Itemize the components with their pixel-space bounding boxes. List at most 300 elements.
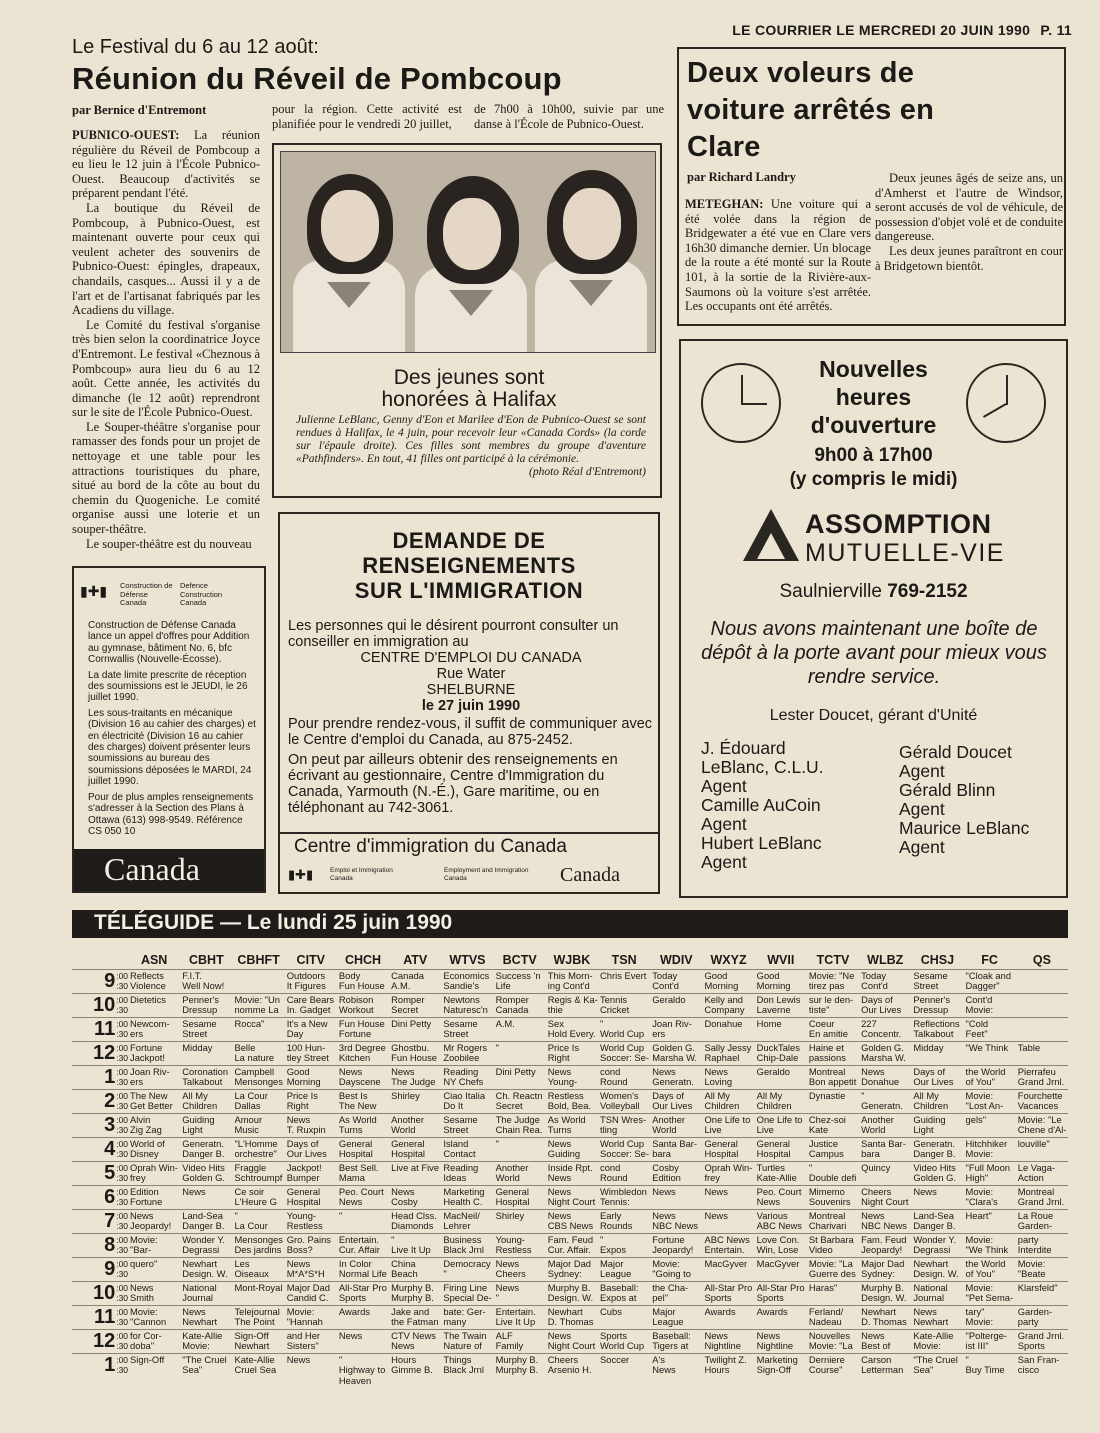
program-cell	[1016, 1066, 1068, 1090]
program-title: "	[495, 1042, 499, 1053]
program-title: Interdite	[1017, 1244, 1052, 1256]
program-title: A.M.	[495, 1018, 515, 1029]
program-cell	[755, 994, 807, 1018]
program-cell	[1016, 1018, 1068, 1042]
program-title: Sesame	[182, 1018, 217, 1029]
program-title: Hospital	[704, 1148, 739, 1160]
time-slot-row	[72, 1018, 1068, 1042]
program-cell	[1016, 1114, 1068, 1138]
program-cell	[441, 1210, 493, 1234]
program-cell	[859, 1330, 911, 1354]
program-cell	[180, 1330, 232, 1354]
program-cell	[546, 1090, 598, 1114]
program-cell	[337, 1042, 389, 1066]
program-title: One Life to	[756, 1114, 803, 1125]
agent-right-line: Gérald Blinn	[899, 780, 996, 800]
hour-number: 10	[92, 994, 116, 1016]
program-title: ist III"	[965, 1340, 989, 1352]
program-title: La Cour	[234, 1090, 268, 1101]
program-title: Movie:	[182, 1340, 210, 1352]
program-title: Another	[652, 1114, 686, 1125]
hour-label	[72, 994, 128, 1018]
program-title: Haine et	[808, 1042, 844, 1053]
program-title: Round	[600, 1172, 628, 1184]
program-title: D. Thomas	[861, 1316, 907, 1328]
program-title: World	[861, 1124, 886, 1136]
program-title: ers	[130, 1028, 144, 1040]
channel-header: WLBZ	[867, 953, 904, 967]
program-cell	[180, 1138, 232, 1162]
program-title: Santa Bar-	[861, 1138, 906, 1149]
program-title: Mimemo	[808, 1186, 845, 1197]
program-title: Romper	[391, 994, 425, 1005]
hour-number: 4	[104, 1138, 116, 1160]
program-cell	[337, 1258, 389, 1282]
program-title: Soccer: Se-	[600, 1052, 649, 1064]
program-title: Sisters"	[286, 1340, 319, 1352]
program-title: Health C.	[443, 1196, 483, 1208]
program-cell	[232, 1234, 284, 1258]
program-title: bara	[861, 1148, 880, 1160]
program-title: Love Con.	[756, 1234, 800, 1245]
immigration-title-1: DEMANDE DE	[392, 528, 546, 553]
program-title: All-Star Pro	[756, 1282, 805, 1293]
program-title: Chez-soi	[808, 1114, 846, 1125]
program-cell	[598, 1282, 650, 1306]
program-cell	[232, 1330, 284, 1354]
program-title: La Cour	[234, 1220, 268, 1232]
program-title: General	[756, 1138, 791, 1149]
program-cell	[964, 1354, 1016, 1387]
program-title: 227	[861, 1018, 877, 1029]
program-cell	[128, 994, 180, 1018]
program-title: Robison	[338, 994, 374, 1005]
program-cell	[232, 970, 284, 994]
program-title: Chip-Dale	[756, 1052, 799, 1064]
program-cell	[964, 1306, 1016, 1330]
program-title: Golden G.	[913, 1172, 957, 1184]
channel-header: CBHFT	[237, 953, 280, 967]
program-cell	[1016, 1162, 1068, 1186]
program-title: Major Dad	[547, 1258, 592, 1269]
time-slot-row	[72, 970, 1068, 994]
program-title: Care Bears	[286, 994, 335, 1005]
defence-wordmark: Canada	[104, 851, 200, 887]
program-title: Campbell	[234, 1066, 275, 1077]
program-title: Video	[808, 1244, 833, 1256]
program-title: Les	[234, 1258, 250, 1269]
program-title: General	[391, 1138, 425, 1149]
program-cell	[755, 1114, 807, 1138]
program-title: All-Star Pro	[704, 1282, 753, 1293]
program-title: Zig Zag	[130, 1124, 162, 1136]
program-title: Normal Life	[338, 1268, 387, 1280]
program-cell	[964, 1138, 1016, 1162]
half-hour-labels: :00 :30	[116, 1091, 129, 1111]
program-cell	[546, 970, 598, 994]
program-title: NBC News	[652, 1220, 699, 1232]
program-title: Guiding	[547, 1148, 581, 1160]
channel-header: WVII	[767, 953, 795, 967]
program-title: Major	[600, 1258, 624, 1269]
program-title: News	[130, 1210, 154, 1221]
program-cell	[702, 1306, 754, 1330]
reveil-paragraph-5: Le souper-théâtre est du nouveau	[86, 536, 252, 551]
program-title: Newhart	[913, 1316, 949, 1328]
program-cell	[232, 1090, 284, 1114]
program-title: Cont'd	[861, 980, 888, 992]
defence-wordmark-bar	[74, 849, 264, 891]
channel-header: WTVS	[449, 953, 486, 967]
program-title: The Twain	[443, 1330, 487, 1341]
program-cell	[807, 1234, 859, 1258]
program-cell	[337, 1210, 389, 1234]
program-title: Cubs	[600, 1306, 622, 1317]
program-cell	[702, 994, 754, 1018]
program-title: Live	[704, 1124, 722, 1136]
program-title: Mama	[338, 1172, 365, 1184]
hour-label	[72, 1306, 128, 1330]
program-cell	[285, 1138, 337, 1162]
program-title: Talkabout	[913, 1028, 954, 1040]
program-title: Murphy B.	[391, 1292, 434, 1304]
program-title: Right	[286, 1100, 309, 1112]
program-title: Gimme B.	[391, 1364, 433, 1376]
teleguide-header-row	[72, 951, 1068, 970]
program-cell	[1016, 1258, 1068, 1282]
program-title: Democracy	[443, 1258, 491, 1269]
program-title: Win, Lose	[756, 1244, 799, 1256]
assomption-hours-note: (y compris le midi)	[789, 469, 958, 490]
program-title: Klarsfeld"	[1017, 1282, 1058, 1293]
program-title: Guiding	[913, 1114, 946, 1125]
defence-org-en: Defence Construction Canada	[180, 581, 223, 607]
program-cell	[494, 1042, 546, 1066]
program-cell	[494, 1090, 546, 1114]
program-cell	[1016, 1210, 1068, 1234]
program-title: Generatn.	[913, 1138, 956, 1149]
program-cell	[964, 970, 1016, 994]
program-title: Golden G.	[652, 1042, 695, 1053]
program-title: Marketing	[756, 1354, 798, 1365]
program-title: All My	[704, 1090, 730, 1101]
program-title: World	[495, 1172, 520, 1184]
assomption-title	[781, 355, 966, 439]
program-title: Bold, Bea.	[547, 1100, 592, 1112]
program-title: News	[547, 1330, 572, 1341]
program-title: Joan Riv-	[130, 1066, 170, 1077]
program-cell	[546, 1018, 598, 1042]
program-cell	[755, 1018, 807, 1042]
program-title: Live It Up	[495, 1316, 536, 1328]
program-title: Movie:	[965, 1148, 994, 1160]
program-cell	[285, 1114, 337, 1138]
program-title: Black Jrnl	[443, 1364, 484, 1376]
program-cell	[911, 1090, 963, 1114]
program-cell	[232, 1354, 284, 1387]
program-title: Nature of	[443, 1340, 482, 1352]
program-cell	[859, 994, 911, 1018]
channel-header: ATV	[403, 953, 428, 967]
program-title: "L'Homme	[234, 1138, 278, 1149]
program-cell	[755, 1042, 807, 1066]
hour-label	[72, 1282, 128, 1306]
program-cell	[441, 1138, 493, 1162]
program-title: League	[600, 1268, 632, 1280]
program-title: Campus	[808, 1148, 844, 1160]
program-title: Buy Time	[965, 1364, 1005, 1376]
program-cell	[128, 1234, 180, 1258]
program-title: Hospital	[756, 1148, 791, 1160]
program-title: Laverne	[756, 1004, 791, 1016]
program-cell	[180, 1090, 232, 1114]
program-title: Hospital	[391, 1148, 425, 1160]
agent-right-line: Maurice LeBlanc	[899, 818, 1030, 838]
program-cell	[650, 1282, 702, 1306]
program-cell	[650, 1354, 702, 1387]
program-title: Movie:	[965, 1316, 994, 1328]
program-title: News	[130, 1282, 154, 1293]
assomption-town: Saulnierville	[779, 581, 882, 602]
half-hour-labels: :00 :30	[116, 1187, 129, 1207]
program-title: gels"	[965, 1114, 987, 1125]
program-title: Oprah Win-	[704, 1162, 753, 1173]
program-cell	[755, 1138, 807, 1162]
immigration-body	[288, 618, 654, 816]
program-title: "Polterge-	[965, 1330, 1007, 1341]
half-hour-labels: :00 :30	[116, 1331, 129, 1351]
program-title: Home	[756, 1018, 782, 1029]
program-cell	[128, 1354, 180, 1387]
program-title: Days of	[861, 994, 893, 1005]
program-title: Our Lives	[861, 1004, 902, 1016]
masthead	[732, 22, 1072, 38]
program-cell	[755, 1186, 807, 1210]
channel-header: WXYZ	[710, 953, 747, 967]
program-cell	[285, 1018, 337, 1042]
program-cell	[232, 994, 284, 1018]
assomption-logo-inner	[757, 533, 785, 559]
program-cell	[389, 1186, 441, 1210]
program-title: Contact	[443, 1148, 476, 1160]
program-title: Cheers	[547, 1354, 579, 1365]
time-slot-row	[72, 1042, 1068, 1066]
half-hour-labels: :00 :30	[116, 1139, 129, 1159]
program-title: News	[704, 1186, 728, 1197]
program-cell	[598, 1114, 650, 1138]
program-title: Street	[913, 980, 939, 992]
program-title: Sign-Off	[234, 1330, 269, 1341]
program-title: Cheers	[861, 1186, 892, 1197]
program-title: Sesame	[913, 970, 948, 981]
program-title: CBS News	[547, 1220, 594, 1232]
program-title: Jackpot!	[130, 1052, 165, 1064]
program-title: MacGyver	[704, 1258, 748, 1269]
time-slot-row	[72, 1258, 1068, 1282]
program-title: News	[756, 1330, 781, 1341]
program-title: Island	[443, 1138, 469, 1149]
program-title: 100 Hun-	[286, 1042, 326, 1053]
program-title: Danger B.	[182, 1148, 225, 1160]
program-cell	[441, 1186, 493, 1210]
program-title: Oiseaux	[234, 1268, 269, 1280]
program-title: Concentr.	[861, 1028, 902, 1040]
hour-label	[72, 1354, 128, 1387]
program-title: Children	[704, 1100, 740, 1112]
canada-flag-icon: ▮✚▮	[288, 868, 314, 883]
channel-header: BCTV	[502, 953, 537, 967]
program-title: Entertain.	[704, 1244, 745, 1256]
program-title: Derniere	[808, 1354, 845, 1365]
program-title: Fam. Feud	[547, 1234, 594, 1245]
program-title: Generatn.	[182, 1138, 224, 1149]
program-cell	[232, 1114, 284, 1138]
program-title: Kate-Allie	[182, 1330, 223, 1341]
program-title: Design. W.	[861, 1292, 907, 1304]
program-title: Montreal	[808, 1210, 846, 1221]
hour-label	[72, 1162, 128, 1186]
half-hour-labels: :00 :30	[116, 971, 129, 991]
hour-label	[72, 1186, 128, 1210]
program-cell	[1016, 1138, 1068, 1162]
immigration-intro: Les personnes qui le désirent pourront consulter un conseiller en immigration au	[288, 618, 619, 650]
channel-header: CITV	[296, 953, 326, 967]
program-title: Turns	[547, 1124, 572, 1136]
program-cell	[337, 1282, 389, 1306]
program-title: Business	[443, 1234, 482, 1245]
reveil-paragraph-2: La boutique du Réveil de Pombcoup, à Pubnico-Ouest, est maintenant ouverte pour ceux qui veulent acheter des souvenirs de Pubnico-Ouest: épingles, drapeaux, chandails, casques... Aussi il y a de l'art et de l'artisanat fabriqués par les Acadiens du village.	[72, 200, 260, 318]
program-title: News	[286, 1354, 311, 1365]
program-title: Cheers	[495, 1268, 526, 1280]
program-cell	[494, 1162, 546, 1186]
program-title: Fun House	[338, 980, 385, 992]
program-title: Kate-Allie	[756, 1172, 797, 1184]
hour-label	[72, 1138, 128, 1162]
program-title: News	[652, 1186, 676, 1197]
program-title: cond	[600, 1066, 621, 1077]
program-title: Workout	[338, 1004, 374, 1016]
program-title: Geraldo	[652, 994, 686, 1005]
program-cell	[598, 1090, 650, 1114]
program-cell	[494, 1330, 546, 1354]
program-cell	[285, 1282, 337, 1306]
program-title: One Life to	[704, 1114, 751, 1125]
hour-label	[72, 1066, 128, 1090]
program-title: louville"	[1017, 1138, 1050, 1149]
halifax-caption	[296, 414, 646, 479]
program-title: Family	[495, 1340, 524, 1352]
time-slot-row	[72, 1138, 1068, 1162]
program-title: Fortune	[338, 1028, 372, 1040]
immigration-place-1: CENTRE D'EMPLOI DU CANADA	[360, 650, 582, 666]
program-title: Murphy B.	[495, 1354, 539, 1365]
program-title: Dynastie	[808, 1090, 846, 1101]
program-cell	[285, 1306, 337, 1330]
program-title: Hitchhiker	[965, 1138, 1008, 1149]
program-title: News	[338, 1330, 363, 1341]
program-title: Tennis:	[600, 1196, 630, 1208]
program-title: Degrassi	[182, 1244, 220, 1256]
program-title: Kate-Allie	[913, 1330, 954, 1341]
program-title: In Color	[338, 1258, 372, 1269]
program-cell	[337, 1066, 389, 1090]
hour-number: 8	[104, 1234, 116, 1256]
program-title: La Roue	[1017, 1210, 1054, 1221]
program-cell	[441, 1354, 493, 1387]
program-title: Sydney:	[547, 1268, 582, 1280]
program-title: Generatn.	[652, 1076, 694, 1088]
program-title: Wonder Y.	[913, 1234, 957, 1245]
program-title: Talkabout	[182, 1076, 223, 1088]
program-title: Diamonds	[391, 1220, 434, 1232]
hour-label	[72, 1018, 128, 1042]
program-cell	[546, 1066, 598, 1090]
program-title: Hospital	[286, 1196, 321, 1208]
program-title: Kitchen	[338, 1052, 371, 1064]
program-title: bate: Ger-	[443, 1306, 486, 1317]
time-slot-row	[72, 994, 1068, 1018]
program-title: Canada	[495, 1004, 529, 1016]
time-slot-row	[72, 1162, 1068, 1186]
program-cell	[964, 1114, 1016, 1138]
program-cell	[337, 994, 389, 1018]
voleurs-column-2	[875, 171, 1063, 273]
program-title: Best Sell.	[338, 1162, 379, 1173]
program-title: Head Clss.	[391, 1210, 437, 1221]
program-cell	[180, 1162, 232, 1186]
program-title: Edition	[652, 1172, 681, 1184]
program-cell	[702, 1066, 754, 1090]
program-cell	[546, 1330, 598, 1354]
agent-left-line: Agent	[701, 814, 747, 834]
program-cell	[285, 1186, 337, 1210]
program-cell	[702, 1330, 754, 1354]
program-title: "Going to	[652, 1268, 691, 1280]
channel-header: WDIV	[660, 953, 693, 967]
program-cell	[389, 1306, 441, 1330]
program-title: "	[391, 1234, 395, 1245]
program-cell	[911, 1354, 963, 1387]
program-title: News	[391, 1066, 415, 1077]
program-title: News	[547, 1066, 572, 1077]
program-title: Jackpot!	[286, 1162, 322, 1173]
program-cell	[702, 1018, 754, 1042]
program-title: China	[391, 1258, 416, 1269]
program-title: Right	[547, 1052, 570, 1064]
program-cell	[285, 1234, 337, 1258]
program-title: the World	[965, 1066, 1006, 1077]
halifax-photo	[280, 151, 656, 353]
hour-number: 10	[92, 1282, 116, 1304]
voleurs-paragraph-3: Les deux jeunes paraîtront en cour à Bridgetown bientôt.	[875, 243, 1063, 273]
program-cell	[650, 994, 702, 1018]
program-title: Design. W.	[913, 1268, 959, 1280]
program-title: En amitie	[808, 1028, 848, 1040]
assomption-title-2: heures	[835, 384, 912, 410]
program-title: Coeur	[808, 1018, 835, 1029]
program-title: nomme La	[234, 1004, 279, 1016]
program-cell	[285, 1090, 337, 1114]
program-title: Fortune	[130, 1196, 163, 1208]
half-hour-labels: :00 :30	[116, 1259, 129, 1279]
program-title: party	[1017, 1234, 1039, 1245]
halifax-photo-credit: (photo Réal d'Entremont)	[528, 466, 646, 478]
program-cell	[128, 1186, 180, 1210]
program-title: Days of	[286, 1138, 319, 1149]
program-title: Firing Line	[443, 1282, 488, 1293]
program-title: Donahue	[861, 1076, 900, 1088]
program-title: A's	[652, 1354, 665, 1365]
